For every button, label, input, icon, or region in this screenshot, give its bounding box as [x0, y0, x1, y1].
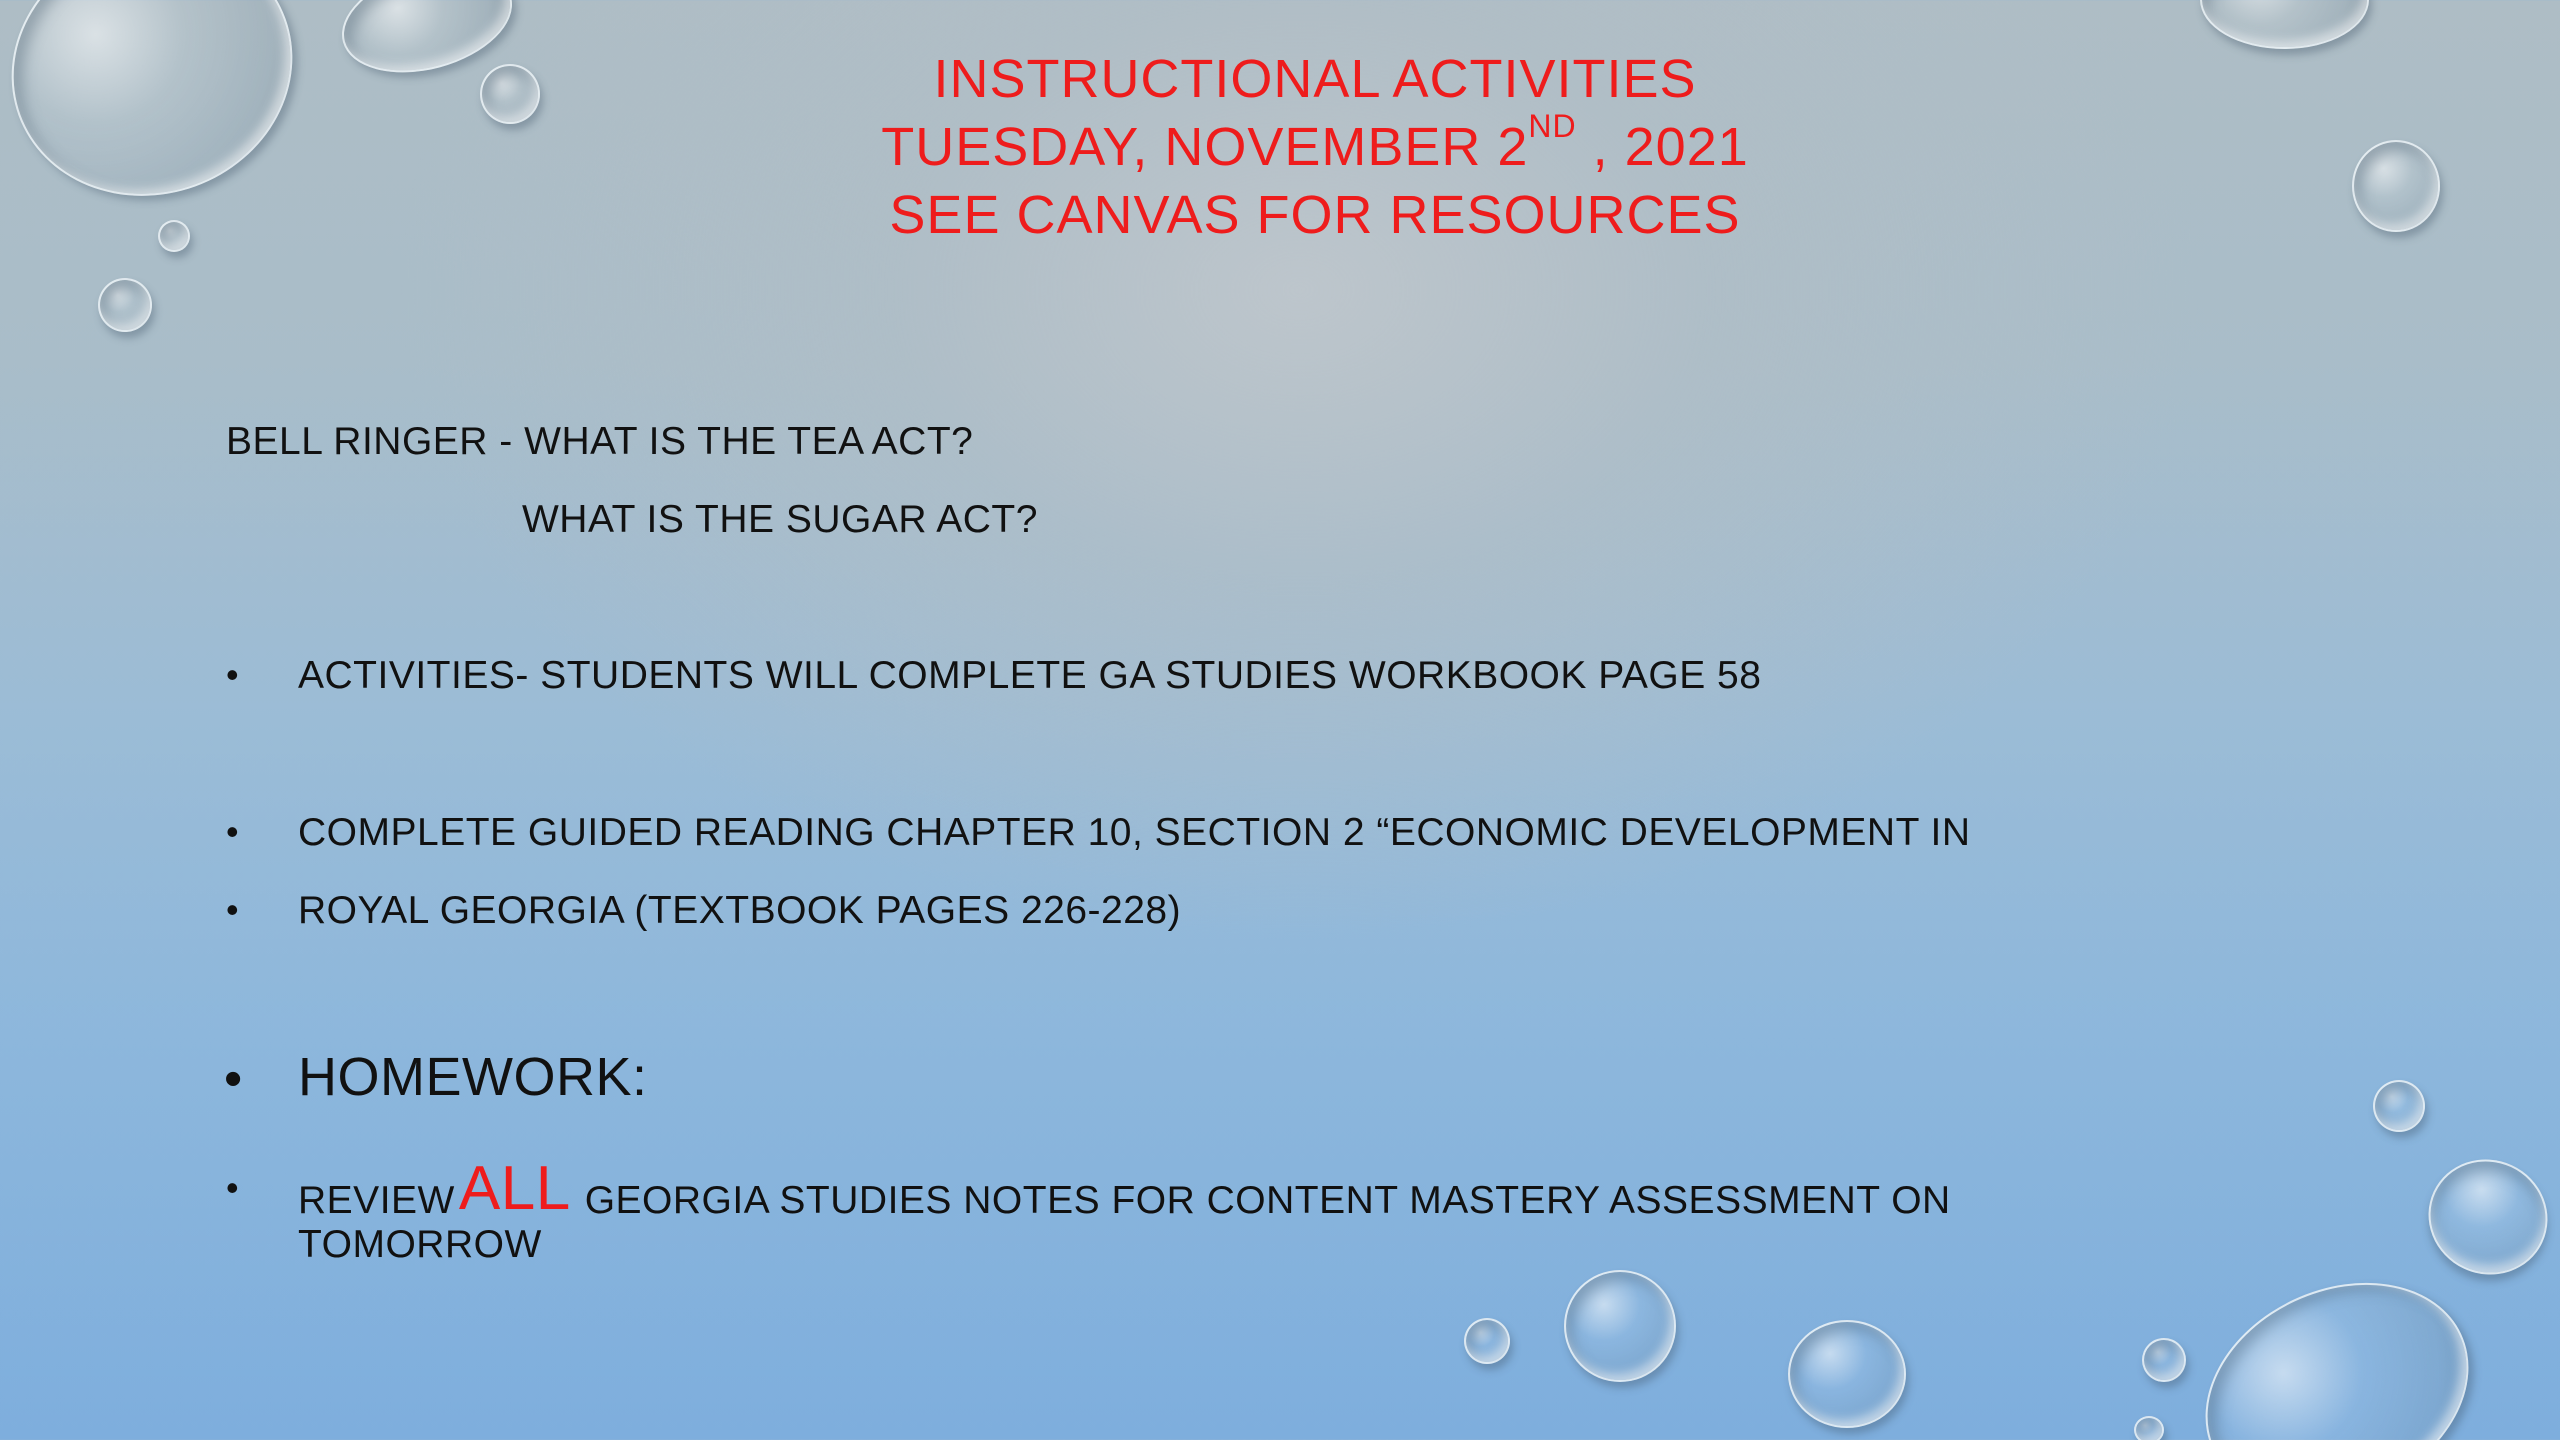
water-drop	[2200, 0, 2369, 49]
title-date-superscript: ND	[1528, 108, 1577, 144]
title-date-prefix: TUESDAY, NOVEMBER 2	[881, 117, 1529, 177]
bullet-marker: •	[226, 811, 239, 852]
title-line-2	[0, 108, 2560, 177]
royal-georgia-item: ROYAL GEORGIA (TEXTBOOK PAGES 226-228)	[298, 889, 1182, 932]
water-drop	[2142, 1338, 2186, 1382]
water-drop	[1564, 1270, 1676, 1382]
review-text-end: GEORGIA STUDIES NOTES FOR CONTENT MASTERY ASSESSMENT ON	[584, 1179, 1951, 1222]
bell-ringer-line-1: BELL RINGER - WHAT IS THE TEA ACT?	[226, 420, 974, 463]
title-date-suffix: , 2021	[1576, 117, 1749, 177]
title-line-1: INSTRUCTIONAL ACTIVITIES	[933, 49, 1697, 109]
water-drop	[1464, 1318, 1510, 1364]
bell-ringer-line-2: WHAT IS THE SUGAR ACT?	[522, 498, 1038, 541]
guided-reading-item: COMPLETE GUIDED READING CHAPTER 10, SECTION 2 “ECONOMIC DEVELOPMENT IN	[298, 811, 1971, 854]
review-item-continuation: TOMORROW	[298, 1223, 542, 1266]
water-drop	[98, 278, 152, 332]
title-line-3: SEE CANVAS FOR RESOURCES	[889, 185, 1741, 245]
water-drop	[1788, 1320, 1906, 1428]
water-drop	[2134, 1416, 2164, 1440]
activities-item: ACTIVITIES- STUDENTS WILL COMPLETE GA STUDIES WORKBOOK PAGE 58	[298, 654, 1762, 697]
bullet-marker: •	[226, 654, 239, 695]
review-emphasis-all: ALL	[458, 1154, 571, 1223]
water-drop	[2410, 1140, 2560, 1294]
homework-heading: HOMEWORK:	[298, 1047, 648, 1107]
bullet-marker: •	[226, 889, 239, 930]
water-drop	[2170, 1242, 2505, 1440]
water-drop	[2373, 1080, 2425, 1132]
review-item	[298, 1154, 1951, 1224]
bullet-marker: •	[224, 1050, 243, 1108]
review-text-start: REVIEW	[298, 1179, 455, 1222]
bullet-marker: •	[226, 1167, 239, 1208]
